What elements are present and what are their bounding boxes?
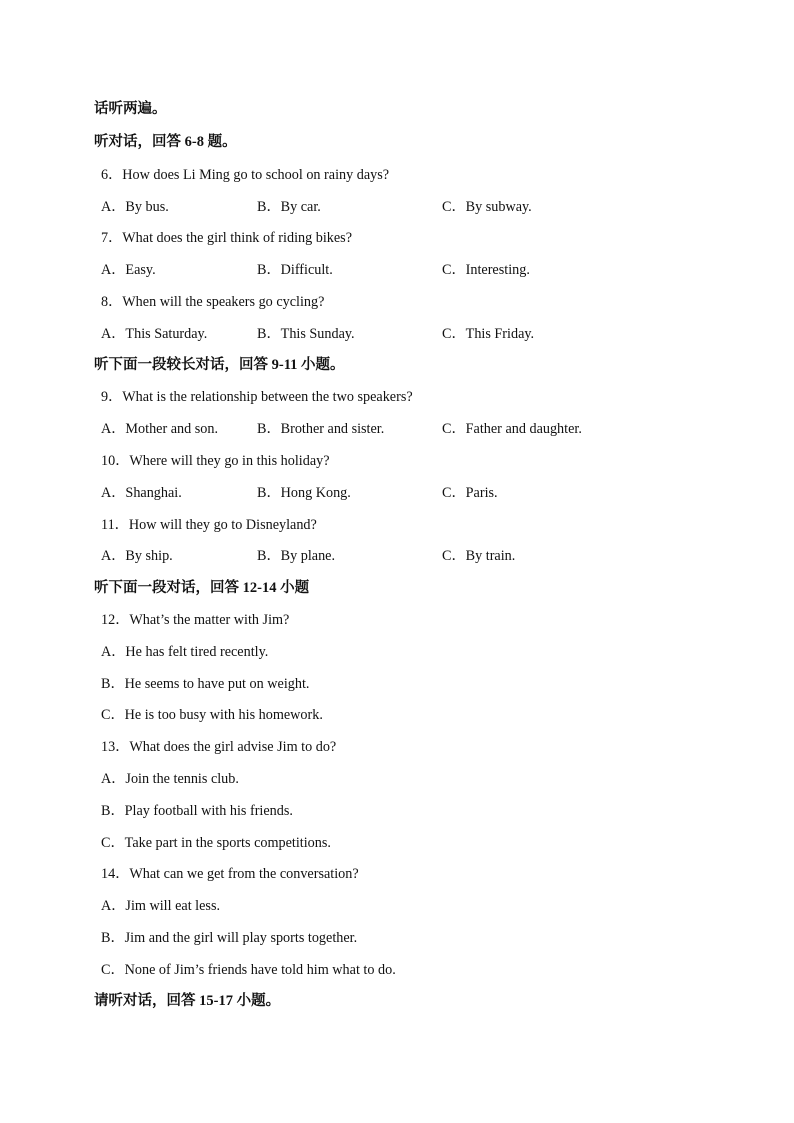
question-12: 12．What’s the matter with Jim? — [101, 612, 290, 628]
option-11-a: A．By ship. — [101, 548, 173, 564]
question-13: 13．What does the girl advise Jim to do? — [101, 739, 337, 755]
option-9-a: A．Mother and son. — [101, 421, 219, 437]
option-8-c: C．This Friday. — [442, 326, 535, 342]
options-row-10 — [0, 482, 794, 504]
question-10: 10．Where will they go in this holiday? — [101, 453, 330, 469]
options-row-11 — [0, 545, 794, 567]
option-7-a: A．Easy. — [101, 262, 156, 278]
option-10-a: A．Shanghai. — [101, 485, 182, 501]
option-12-c: C．He is too busy with his homework. — [101, 707, 323, 723]
options-row-8 — [0, 323, 794, 345]
option-10-c: C．Paris. — [442, 485, 498, 501]
question-6: 6．How does Li Ming go to school on rainy days? — [101, 167, 390, 183]
option-13-a: A．Join the tennis club. — [101, 771, 239, 787]
option-12-b: B．He seems to have put on weight. — [101, 676, 310, 692]
option-6-c: C．By subway. — [442, 199, 532, 215]
section-heading: 话听两遍。 — [94, 101, 167, 117]
option-11-c: C．By train. — [442, 548, 516, 564]
option-11-b: B．By plane. — [257, 548, 336, 564]
section-heading-9-11: 听下面一段较长对话，回答 9-11 小题。 — [94, 357, 345, 373]
option-14-c: C．None of Jim’s friends have told him what to do. — [101, 962, 396, 978]
question-9: 9．What is the relationship between the two speakers? — [101, 389, 413, 405]
option-6-b: B．By car. — [257, 199, 321, 215]
question-8: 8．When will the speakers go cycling? — [101, 294, 325, 310]
section-heading-15-17: 请听对话，回答 15-17 小题。 — [94, 993, 281, 1009]
question-7: 7．What does the girl think of riding bikes? — [101, 230, 352, 246]
question-14: 14．What can we get from the conversation? — [101, 866, 359, 882]
option-14-b: B．Jim and the girl will play sports together. — [101, 930, 358, 946]
question-11: 11．How will they go to Disneyland? — [101, 517, 317, 533]
option-13-c: C．Take part in the sports competitions. — [101, 835, 331, 851]
option-7-c: C．Interesting. — [442, 262, 530, 278]
option-10-b: B．Hong Kong. — [257, 485, 351, 501]
option-7-b: B．Difficult. — [257, 262, 333, 278]
option-9-c: C．Father and daughter. — [442, 421, 582, 437]
option-8-a: A．This Saturday. — [101, 326, 208, 342]
options-row-9 — [0, 418, 794, 440]
options-row-6 — [0, 196, 794, 218]
option-13-b: B．Play football with his friends. — [101, 803, 293, 819]
option-12-a: A．He has felt tired recently. — [101, 644, 269, 660]
option-9-b: B．Brother and sister. — [257, 421, 385, 437]
section-heading-12-14: 听下面一段对话，回答 12-14 小题 — [94, 580, 310, 596]
option-14-a: A．Jim will eat less. — [101, 898, 221, 914]
option-6-a: A．By bus. — [101, 199, 169, 215]
option-8-b: B．This Sunday. — [257, 326, 355, 342]
options-row-7 — [0, 259, 794, 281]
section-heading-6-8: 听对话，回答 6-8 题。 — [94, 134, 237, 150]
